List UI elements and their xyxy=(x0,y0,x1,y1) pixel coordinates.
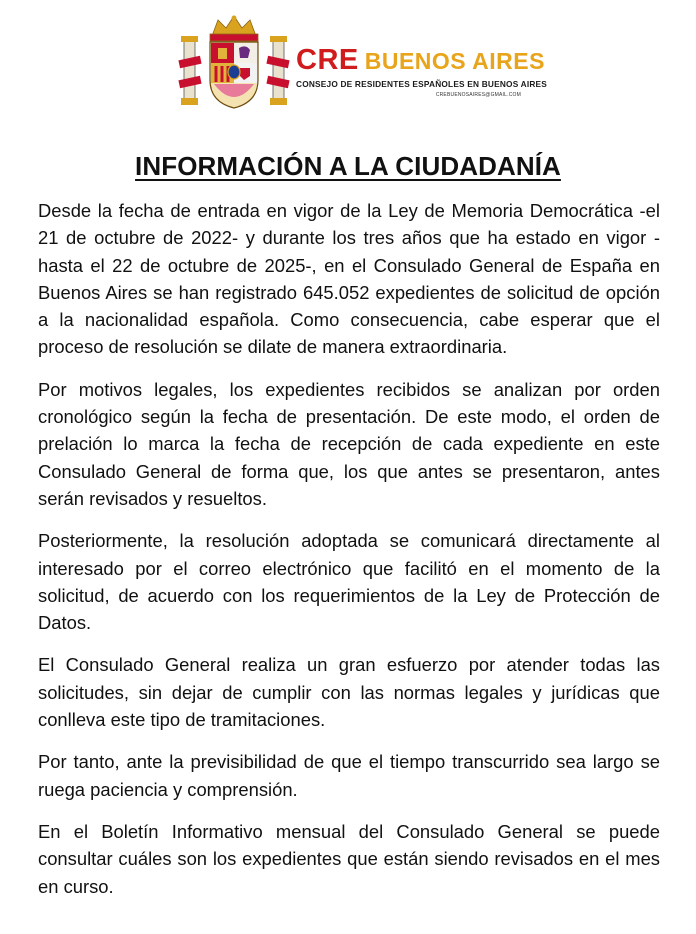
org-short-name: CRE xyxy=(296,44,359,76)
document-body xyxy=(38,197,660,915)
org-full-name: CONSEJO DE RESIDENTES ESPAÑOLES EN BUENOS AIRES xyxy=(296,79,547,89)
paragraph: Posteriormente, la resolución adoptada se comunicará directamente al interesado por el correo electrónico que facilitó en el momento de la solicitud, de acuerdo con los requerimientos de la Ley de Protección de Datos. xyxy=(38,530,660,634)
paragraph: Por tanto, ante la previsibilidad de que el tiempo transcurrido sea largo se ruega paciencia y comprensión. xyxy=(38,751,660,800)
paragraph: Desde la fecha de entrada en vigor de la Ley de Memoria Democrática -el 21 de octubre de 2022- y durante los tres años que ha estado en vigor -hasta el 22 de octubre de 2025-, en el Consulado General de España en Buenos Aires se han registrado 645.052 expedientes de solicitud de opción a la nacionalidad española. Como consecuencia, cabe esperar que el proceso de resolución se dilate de manera extraordinaria. xyxy=(38,200,660,358)
paragraph: En el Boletín Informativo mensual del Consulado General se puede consultar cuáles son los expedientes que están siendo revisados en el mes en curso. xyxy=(38,820,660,897)
org-name xyxy=(296,46,547,75)
page-title: INFORMACIÓN A LA CIUDADANÍA xyxy=(135,151,561,181)
paragraph: El Consulado General realiza un gran esfuerzo por atender todas las solicitudes, sin dejar de cumplir con las normas legales y jurídicas que conlleva este tipo de tramitaciones. xyxy=(38,654,660,731)
org-email: CREBUENOSAIRES@GMAIL.COM xyxy=(435,92,521,98)
org-city: BUENOS AIRES xyxy=(364,48,545,74)
org-block xyxy=(296,46,547,98)
spain-coat-of-arms-icon xyxy=(178,14,290,112)
paragraph: Por motivos legales, los expedientes recibidos se analizan por orden cronológico según la fecha de presentación. De este modo, el orden de prelación lo marca la fecha de recepción de cada expediente en este Consulado General de forma que, los que antes se presentaron, antes serán revisados y resueltos. xyxy=(38,378,660,509)
header xyxy=(172,14,547,114)
